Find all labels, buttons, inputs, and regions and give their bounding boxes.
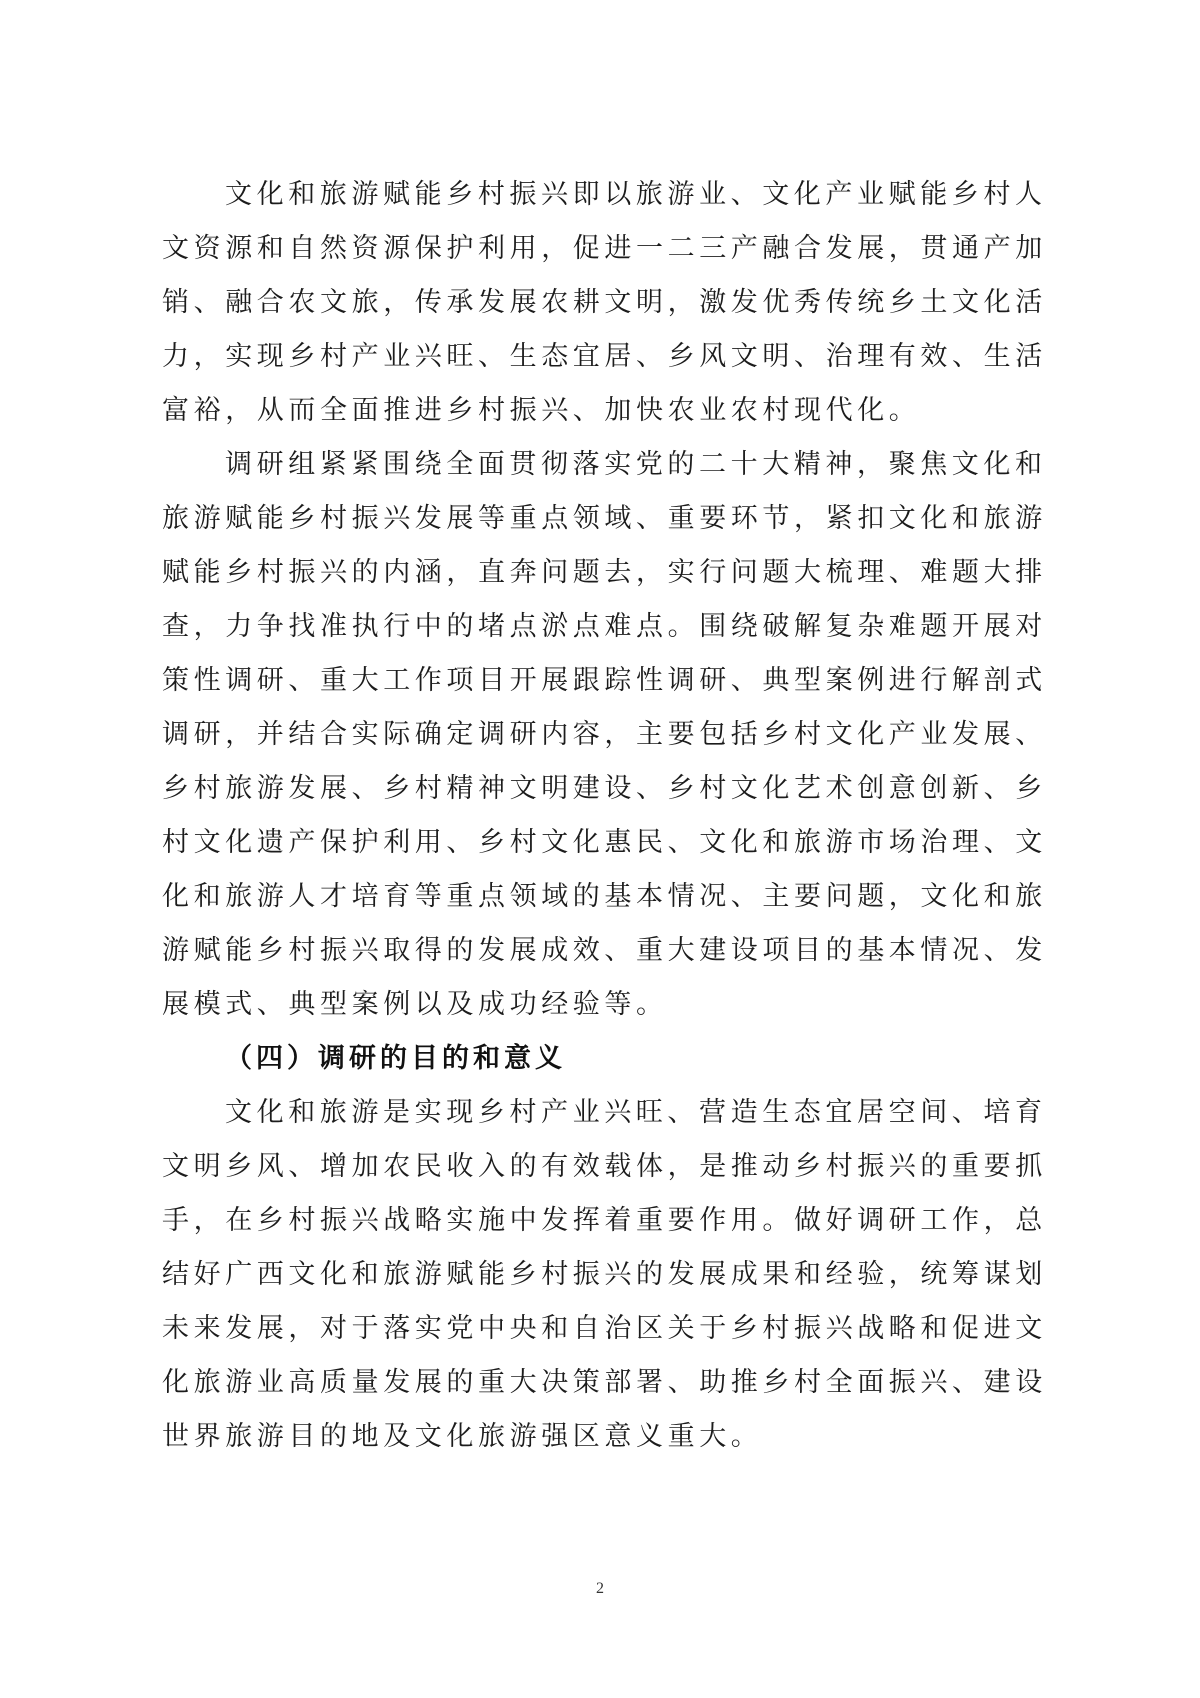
paragraph-line: 赋能乡村振兴的内涵，直奔问题去，实行问题大梳理、难题大排 (162, 557, 1047, 588)
document-body (162, 168, 1062, 1464)
paragraph-line: 富裕，从而全面推进乡村振兴、加快农业农村现代化。 (162, 395, 921, 426)
paragraph-line: 乡村旅游发展、乡村精神文明建设、乡村文化艺术创意创新、乡 (162, 773, 1047, 804)
paragraph-line: 文资源和自然资源保护利用，促进一二三产融合发展，贯通产加 (162, 233, 1047, 264)
paragraph-line: 结好广西文化和旅游赋能乡村振兴的发展成果和经验，统筹谋划 (162, 1259, 1047, 1290)
section-heading: （四）调研的目的和意义 (225, 1043, 566, 1074)
paragraph-line: 化旅游业高质量发展的重大决策部署、助推乡村全面振兴、建设 (162, 1367, 1047, 1398)
paragraph-line: 游赋能乡村振兴取得的发展成效、重大建设项目的基本情况、发 (162, 935, 1047, 966)
paragraph-line: 未来发展，对于落实党中央和自治区关于乡村振兴战略和促进文 (162, 1313, 1047, 1344)
paragraph-line: 旅游赋能乡村振兴发展等重点领域、重要环节，紧扣文化和旅游 (162, 503, 1047, 534)
paragraph-line: 展模式、典型案例以及成功经验等。 (162, 989, 668, 1020)
paragraph-line: 销、融合农文旅，传承发展农耕文明，激发优秀传统乡土文化活 (162, 287, 1047, 318)
paragraph-1 (162, 168, 1062, 438)
paragraph-line: 力，实现乡村产业兴旺、生态宜居、乡风文明、治理有效、生活 (162, 341, 1047, 372)
paragraph-3 (162, 1086, 1062, 1464)
paragraph-line: 调研组紧紧围绕全面贯彻落实党的二十大精神，聚焦文化和 (225, 449, 1047, 480)
paragraph-line: 文明乡风、增加农民收入的有效载体，是推动乡村振兴的重要抓 (162, 1151, 1047, 1182)
paragraph-2 (162, 438, 1062, 1032)
paragraph-line: 查，力争找准执行中的堵点淤点难点。围绕破解复杂难题开展对 (162, 611, 1047, 642)
paragraph-line: 手，在乡村振兴战略实施中发挥着重要作用。做好调研工作，总 (162, 1205, 1047, 1236)
paragraph-line: 村文化遗产保护利用、乡村文化惠民、文化和旅游市场治理、文 (162, 827, 1047, 858)
paragraph-line: 文化和旅游是实现乡村产业兴旺、营造生态宜居空间、培育 (225, 1097, 1047, 1128)
page-number: 2 (596, 1580, 604, 1597)
paragraph-line: 调研，并结合实际确定调研内容，主要包括乡村文化产业发展、 (162, 719, 1047, 750)
paragraph-line: 策性调研、重大工作项目开展跟踪性调研、典型案例进行解剖式 (162, 665, 1047, 696)
paragraph-line: 文化和旅游赋能乡村振兴即以旅游业、文化产业赋能乡村人 (225, 179, 1047, 210)
paragraph-line: 化和旅游人才培育等重点领域的基本情况、主要问题，文化和旅 (162, 881, 1047, 912)
paragraph-line: 世界旅游目的地及文化旅游强区意义重大。 (162, 1421, 763, 1452)
